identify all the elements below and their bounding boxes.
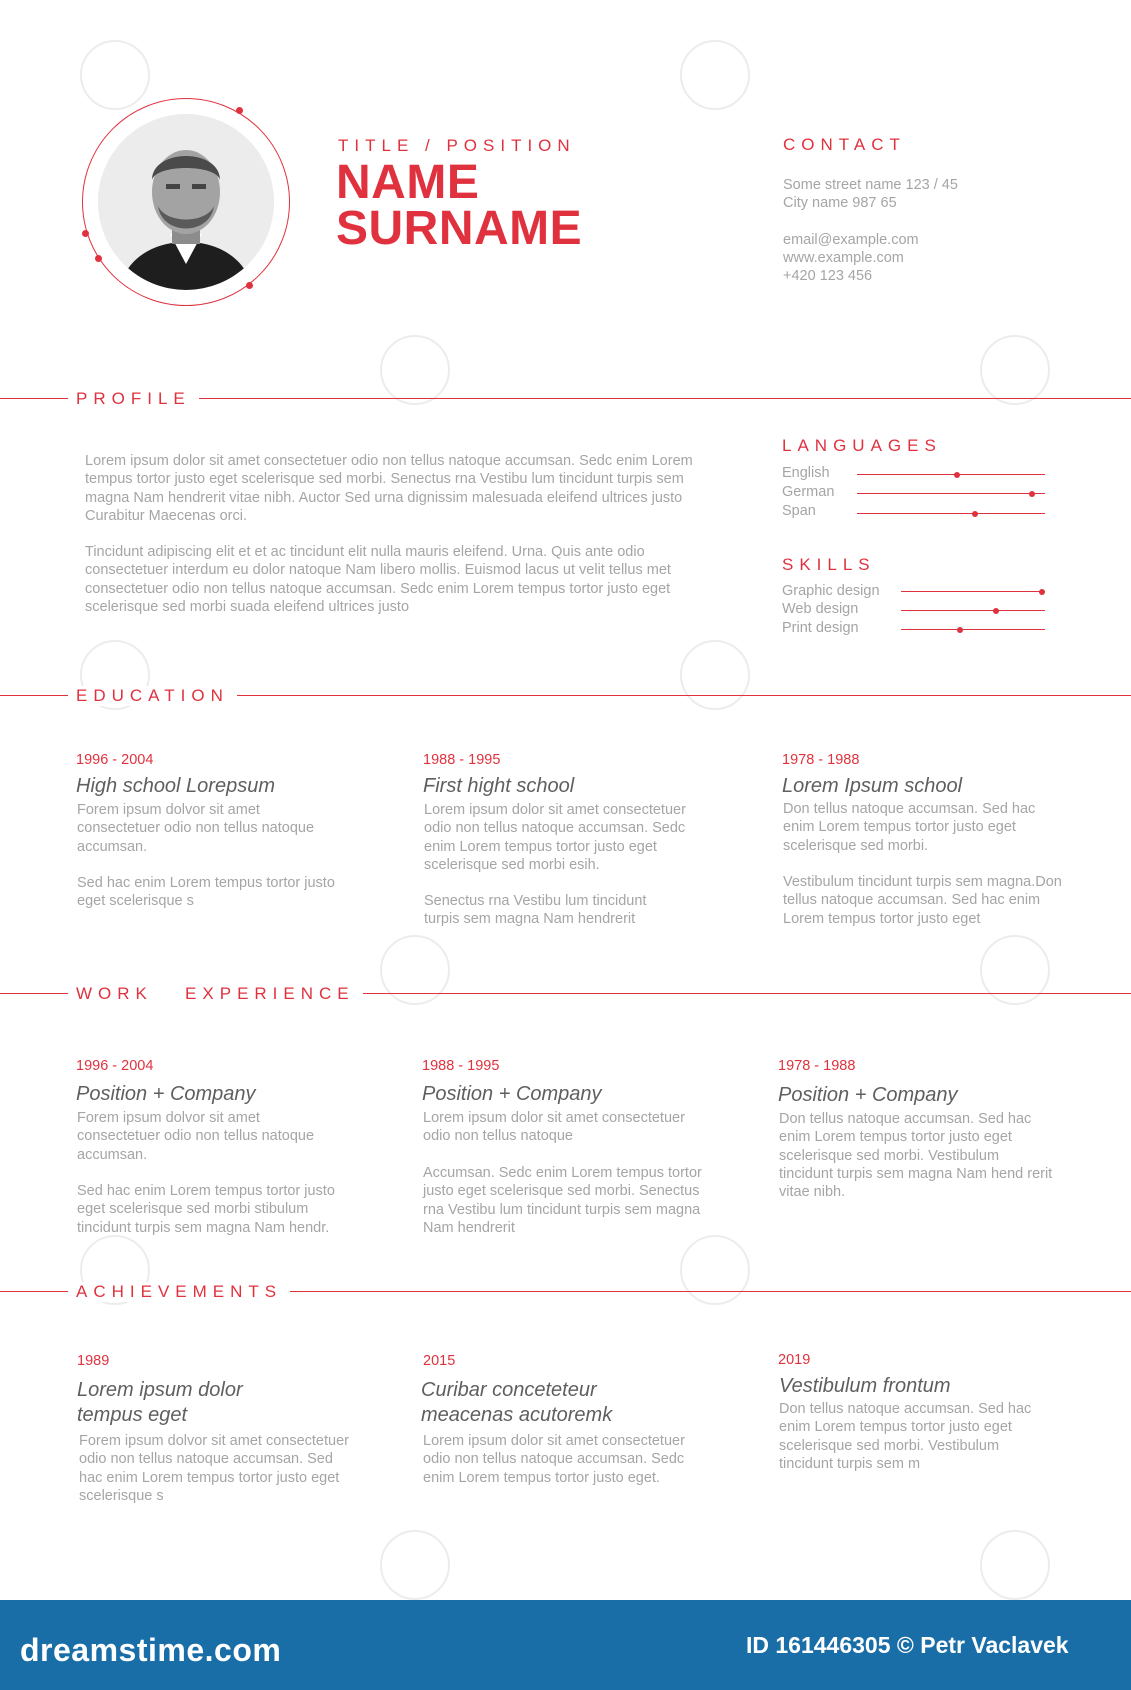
- achievement-date: 1989: [77, 1353, 110, 1369]
- skill-level-dot: [957, 627, 963, 633]
- watermark-icon: [980, 935, 1050, 1005]
- contact-email[interactable]: email@example.com: [783, 232, 919, 248]
- work-text: Don tellus natoque accumsan. Sed hac enim Lorem tempus tortor justo eget scelerisque sed morbi. Vestibulum tincidunt turpis sem magna Nam hend rerit vitae nibh.: [779, 1111, 1053, 1201]
- watermark-icon: [680, 640, 750, 710]
- education-heading: EDUCATION: [68, 686, 237, 706]
- watermark-icon: [80, 40, 150, 110]
- education-title: Lorem Ipsum school: [782, 775, 963, 797]
- education-date: 1996 - 2004: [76, 752, 154, 768]
- work-text: Sed hac enim Lorem tempus tortor justo eget scelerisque sed morbi stibulum tincidunt turpis sem magna Nam hendr.: [77, 1183, 335, 1236]
- achievement-text: Lorem ipsum dolor sit amet consectetuer odio non tellus natoque accumsan. Sedc enim Lorem tempus tortor justo eget.: [423, 1433, 685, 1486]
- ring-dot: [236, 107, 243, 114]
- education-title: High school Lorepsum: [76, 775, 275, 797]
- image-credit: ID 161446305 © Petr Vaclavek: [746, 1632, 1069, 1658]
- education-text: Sed hac enim Lorem tempus tortor justo eget scelerisque s: [77, 875, 335, 910]
- skill-level-dot: [993, 608, 999, 614]
- work-text: Lorem ipsum dolor sit amet consectetuer odio non tellus natoque: [423, 1110, 685, 1145]
- work-date: 1996 - 2004: [76, 1058, 154, 1074]
- skill-label: Print design: [782, 620, 859, 636]
- profile-heading: PROFILE: [68, 389, 199, 409]
- language-label: Span: [782, 503, 816, 519]
- achievement-title: Vestibulum frontum: [779, 1375, 951, 1397]
- achievement-title: Curibar conceteteur meacenas acutoremk: [421, 1379, 613, 1426]
- avatar-portrait: [98, 114, 274, 290]
- work-title: Position + Company: [422, 1083, 602, 1105]
- name-last: SURNAME: [336, 202, 583, 255]
- achievement-title: Lorem ipsum dolor tempus eget: [77, 1379, 243, 1426]
- education-text: Don tellus natoque accumsan. Sed hac enim Lorem tempus tortor justo eget scelerisque sed morbi.: [783, 801, 1036, 854]
- language-level-dot: [1029, 491, 1035, 497]
- skill-bar: [901, 591, 1045, 592]
- title-position: TITLE / POSITION: [338, 136, 576, 155]
- education-text: Lorem ipsum dolor sit amet consectetuer odio non tellus natoque accumsan. Sedc enim Lorem tempus tortor justo eget scelerisque sed morbi esih.: [424, 802, 686, 873]
- education-text: Vestibulum tincidunt turpis sem magna.Don tellus natoque accumsan. Sed hac enim Lorem tempus tortor justo eget: [783, 874, 1062, 927]
- profile-para-2: Tincidunt adipiscing elit et et ac tincidunt elit nulla mauris eleifend. Urna. Quis ante odio consectetuer interdum eu dolor natoque Nam libero mollis. Euismod lacus ut velit tellus met consectetuer odio non tellus natoque accumsan. Sedc enim Lorem tempus tortor justo eget scelerisque sed morbi suada eleifend ultrices justo: [85, 544, 671, 615]
- watermark-icon: [380, 335, 450, 405]
- skill-label: Web design: [782, 601, 859, 617]
- languages-heading: LANGUAGES: [782, 436, 942, 455]
- avatar: [98, 114, 274, 290]
- language-bar: [857, 493, 1045, 494]
- education-text: Senectus rna Vestibu lum tincidunt turpis sem magna Nam hendrerit: [424, 893, 647, 928]
- education-date: 1978 - 1988: [782, 752, 860, 768]
- achievement-text: Don tellus natoque accumsan. Sed hac enim Lorem tempus tortor justo eget scelerisque sed morbi. Vestibulum tincidunt turpis sem m: [779, 1401, 1032, 1472]
- name-first: NAME: [336, 156, 480, 209]
- ring-dot: [246, 282, 253, 289]
- achievement-date: 2015: [423, 1353, 456, 1369]
- achievement-text: Forem ipsum dolvor sit amet consectetuer odio non tellus natoque accumsan. Sed hac enim Lorem tempus tortor justo eget scelerisque s: [79, 1433, 349, 1504]
- contact-phone: +420 123 456: [783, 268, 873, 284]
- achievement-date: 2019: [778, 1352, 811, 1368]
- ring-dot: [82, 230, 89, 237]
- profile-para-1: Lorem ipsum dolor sit amet consectetuer odio non tellus natoque accumsan. Sedc enim Lorem tempus tortor justo eget scelerisque sed morbi. Senectus rna Vestibu lum tincidunt turpis sem magna Nam hendrerit vitae nibh. Auctor Sed urna dignissim malesuada eleifend ultrices justo Curabitur Maecenas orci.: [85, 453, 693, 524]
- skill-bar: [901, 629, 1045, 630]
- language-label: German: [782, 484, 835, 500]
- language-bar: [857, 474, 1045, 475]
- skill-level-dot: [1039, 589, 1045, 595]
- name: [336, 156, 583, 255]
- language-bar: [857, 513, 1045, 514]
- watermark-icon: [980, 1530, 1050, 1600]
- skill-bar: [901, 610, 1045, 611]
- watermark-icon: [380, 935, 450, 1005]
- skills-heading: SKILLS: [782, 555, 876, 574]
- work-heading: WORK EXPERIENCE: [68, 984, 363, 1004]
- education-date: 1988 - 1995: [423, 752, 501, 768]
- language-label: English: [782, 465, 830, 481]
- education-text: Forem ipsum dolvor sit amet consectetuer odio non tellus natoque accumsan.: [77, 802, 315, 855]
- watermark-icon: [680, 40, 750, 110]
- contact-city: City name 987 65: [783, 195, 897, 211]
- education-title: First hight school: [423, 775, 575, 797]
- contact-web[interactable]: www.example.com: [783, 250, 904, 266]
- achievements-heading: ACHIEVEMENTS: [68, 1282, 290, 1302]
- work-text: Forem ipsum dolvor sit amet consectetuer odio non tellus natoque accumsan.: [77, 1110, 315, 1163]
- watermark-icon: [380, 1530, 450, 1600]
- language-level-dot: [972, 511, 978, 517]
- language-level-dot: [954, 472, 960, 478]
- work-title: Position + Company: [76, 1083, 256, 1105]
- contact-heading: CONTACT: [783, 135, 906, 154]
- watermark-icon: [680, 1235, 750, 1305]
- work-text: Accumsan. Sedc enim Lorem tempus tortor justo eget scelerisque sed morbi. Senectus rna Vestibu lum tincidunt turpis sem magna Nam hendrerit: [423, 1165, 702, 1236]
- watermark-icon: [980, 335, 1050, 405]
- skill-label: Graphic design: [782, 583, 880, 599]
- ring-dot: [95, 255, 102, 262]
- work-date: 1988 - 1995: [422, 1058, 500, 1074]
- work-title: Position + Company: [778, 1084, 958, 1106]
- dreamstime-logo: dreamstime.com: [20, 1632, 282, 1668]
- contact-street: Some street name 123 / 45: [783, 177, 958, 193]
- work-date: 1978 - 1988: [778, 1058, 856, 1074]
